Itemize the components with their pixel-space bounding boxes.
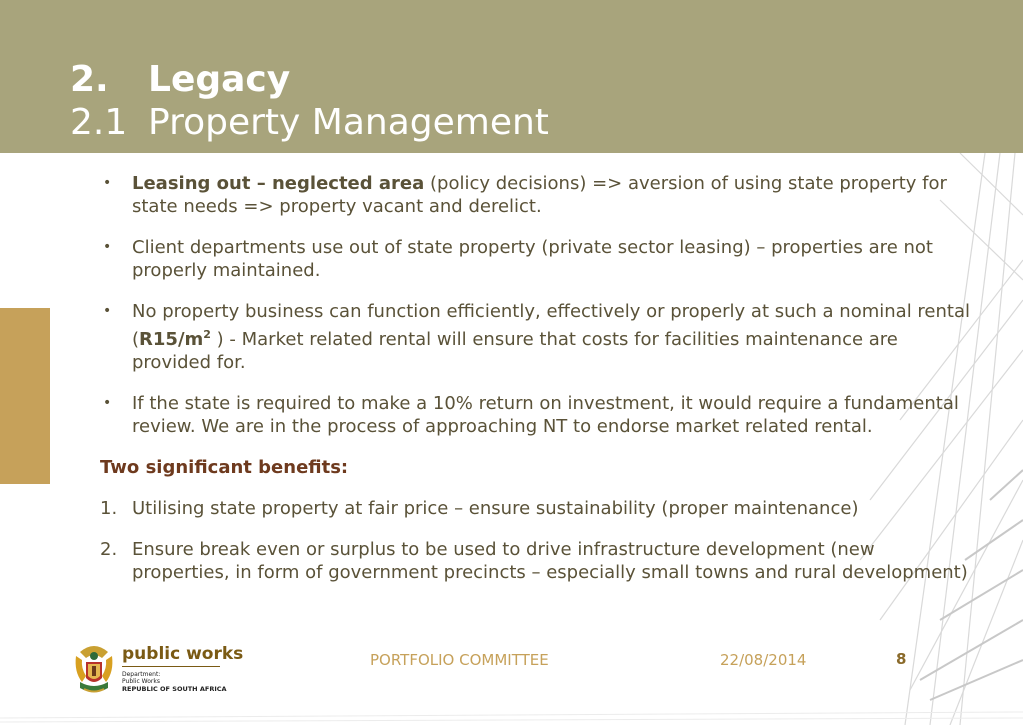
logo-divider [122, 666, 220, 667]
bullet-icon: • [103, 239, 112, 255]
footer-center-text: PORTFOLIO COMMITTEE [370, 651, 549, 669]
bullet-item [100, 300, 970, 374]
coat-of-arms-icon [72, 642, 116, 698]
rental-value: R15/m [139, 329, 204, 350]
bullet-text: ) - Market related rental will ensure that costs for facilities maintenance are provided for. [132, 329, 898, 373]
bullet-text: Client departments use out of state property (private sector leasing) – properties are not properly maintained. [132, 237, 933, 281]
rental-superscript: 2 [203, 328, 211, 341]
benefit-number: 2. [100, 539, 118, 560]
slide-subtitle [70, 101, 549, 145]
slide-body [100, 172, 970, 602]
bullet-item [100, 392, 970, 438]
slide-subtitle-text: Property Management [148, 102, 549, 143]
slide-title-text: Legacy [148, 59, 291, 100]
logo-department-name: Public Works [122, 678, 160, 685]
slide-title [70, 58, 290, 102]
bullet-text: If the state is required to make a 10% return on investment, it would require a fundamental review. We are in the process of approaching NT to endorse market related rental. [132, 393, 959, 437]
bullet-icon: • [103, 395, 112, 411]
bullet-bold-lead: Leasing out – neglected area [132, 173, 425, 194]
logo-title: public works [122, 644, 244, 664]
public-works-logo [72, 642, 244, 700]
title-band [0, 0, 1023, 153]
bullet-icon: • [103, 175, 112, 191]
bullet-text: No property business can function efficiently, effectively or properly at such a nominal rental ( [132, 301, 970, 350]
benefit-item [100, 497, 970, 520]
logo-department-label: Department: [122, 671, 161, 678]
slide-title-number: 2. [70, 59, 109, 100]
page-number: 8 [896, 650, 907, 668]
bullet-text: (policy decisions) => aversion of using state property for state needs => property vacant and derelict. [132, 173, 947, 217]
logo-country: REPUBLIC OF SOUTH AFRICA [122, 685, 227, 693]
bullet-item [100, 172, 970, 218]
benefits-heading: Two significant benefits: [100, 457, 349, 478]
benefit-text: Utilising state property at fair price – ensure sustainability (proper maintenance) [132, 498, 859, 519]
benefit-item [100, 538, 970, 584]
left-accent-bar [0, 308, 50, 484]
benefit-text: Ensure break even or surplus to be used to drive infrastructure development (new properties, in form of government precincts – especially small towns and rural development) [132, 539, 968, 583]
bullet-icon: • [103, 303, 112, 319]
bullet-item [100, 236, 970, 282]
benefit-number: 1. [100, 498, 118, 519]
slide-subtitle-number: 2.1 [70, 102, 128, 143]
footer-date: 22/08/2014 [720, 651, 807, 669]
